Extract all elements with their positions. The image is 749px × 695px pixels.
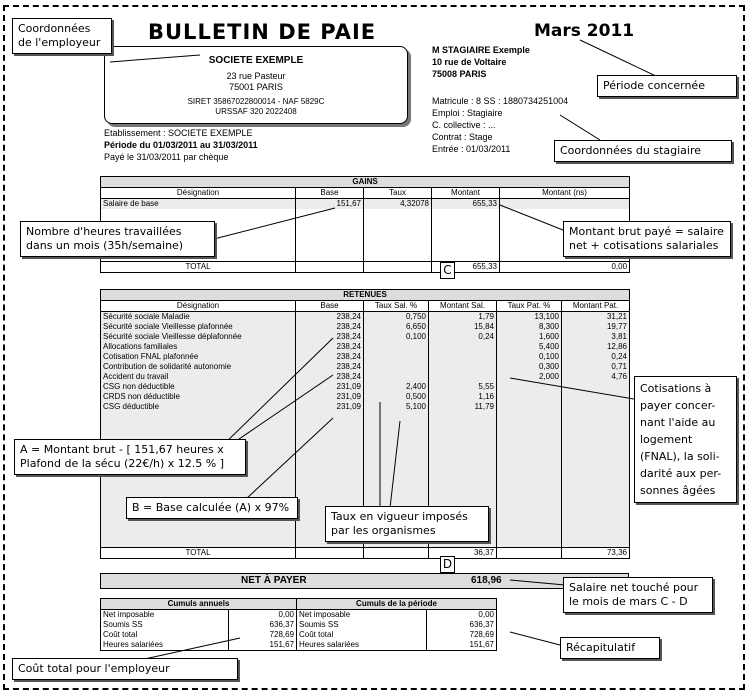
- employee-name: M STAGIAIRE Exemple: [432, 45, 530, 55]
- cumuls-annuels-table: [100, 598, 297, 651]
- letter-d-marker: D: [440, 556, 455, 573]
- gains-ns: [500, 199, 630, 210]
- callout-taux: Taux en vigueur imposés par les organismes: [325, 506, 489, 542]
- cumuls_annuels-cell: 151,67: [229, 640, 297, 651]
- employee-info-block: [432, 95, 568, 155]
- establishment-block: [104, 127, 258, 163]
- retenues-cell-ts: 2,400: [364, 382, 429, 392]
- retenues-col-taux-sal: Taux Sal. %: [364, 301, 429, 312]
- retenues-cell-b: 238,24: [296, 362, 364, 372]
- retenues-cell-ms: 1,79: [429, 312, 497, 323]
- gains-col-designation: Désignation: [101, 188, 296, 199]
- retenues-cell-ms: 0,24: [429, 332, 497, 342]
- retenues-cell-ms: [429, 372, 497, 382]
- table-row: [297, 620, 497, 630]
- retenues-cell-ms: [429, 362, 497, 372]
- callout-fnal: Cotisations à payer concer-nant l'aide au logement (FNAL), la soli-darité aux per-sonnes âgées: [634, 376, 737, 503]
- retenues-cell-d: CSG déductible: [101, 402, 296, 412]
- net-label: NET À PAYER: [241, 575, 307, 586]
- retenues-cell-b: 231,09: [296, 382, 364, 392]
- retenues-total-sal: 36,37: [429, 547, 497, 558]
- table-row: [101, 392, 630, 402]
- retenues-cell-mp: [562, 382, 630, 392]
- retenues-cell-d: Contribution de solidarité autonomie: [101, 362, 296, 372]
- table-row: [101, 199, 630, 210]
- table-row: [101, 382, 630, 392]
- employer-box: [104, 46, 408, 124]
- table-row: [101, 630, 297, 640]
- employer-name: SOCIETE EXEMPLE: [208, 55, 304, 66]
- retenues-cell-tp: [497, 392, 562, 402]
- retenues-cell-b: 231,09: [296, 402, 364, 412]
- gains-taux: 4,32078: [364, 199, 432, 210]
- retenues-cell-d: CRDS non déductible: [101, 392, 296, 402]
- callout-recap: Récapitulatif: [560, 637, 660, 659]
- retenues-cell-mp: 0,71: [562, 362, 630, 372]
- retenues-cell-ts: [364, 362, 429, 372]
- retenues-col-montant-pat: Montant Pat.: [562, 301, 630, 312]
- retenues-cell-ms: 15,84: [429, 322, 497, 332]
- cumuls_annuels-cell: 0,00: [229, 610, 297, 621]
- period-month: Mars 2011: [534, 21, 635, 41]
- gains-base: 151,67: [296, 199, 364, 210]
- gains-col-base: Base: [296, 188, 364, 199]
- cumuls_annuels-cell: Soumis SS: [101, 620, 229, 630]
- retenues-cell-b: 231,09: [296, 392, 364, 402]
- retenues-total-pat: 73,36: [562, 547, 630, 558]
- retenues-cell-ts: 5,100: [364, 402, 429, 412]
- retenues-cell-mp: 31,21: [562, 312, 630, 323]
- table-row: [297, 610, 497, 621]
- retenues-cell-mp: 4,76: [562, 372, 630, 382]
- employee-entree: Entrée : 01/03/2011: [432, 144, 511, 154]
- employee-matricule: Matricule : 8 SS : 1880734251004: [432, 96, 569, 106]
- gains-total-montant: 655,33: [432, 261, 500, 272]
- retenues-cell-ms: [429, 342, 497, 352]
- employee-convention: C. collective : ...: [432, 120, 496, 130]
- retenues-title: RETENUES: [101, 290, 630, 301]
- retenues-cell-b: 238,24: [296, 312, 364, 323]
- gains-montant: 655,33: [432, 199, 500, 210]
- callout-brut: Montant brut payé = salaire net + cotisations salariales: [563, 221, 731, 257]
- retenues-cell-ms: 5,55: [429, 382, 497, 392]
- retenues-cell-mp: [562, 392, 630, 402]
- gains-col-taux: Taux: [364, 188, 432, 199]
- table-row: [101, 312, 630, 323]
- retenues-cell-ts: [364, 342, 429, 352]
- retenues-cell-ts: 6,650: [364, 322, 429, 332]
- retenues-cell-ts: 0,750: [364, 312, 429, 323]
- table-row: [101, 342, 630, 352]
- letter-c-marker: C: [440, 262, 455, 279]
- table-row: [101, 352, 630, 362]
- retenues-cell-tp: [497, 382, 562, 392]
- employee-address-block: [432, 44, 530, 80]
- retenues-cell-d: Accident du travail: [101, 372, 296, 382]
- retenues-cell-mp: 0,24: [562, 352, 630, 362]
- retenues-cell-mp: 3,81: [562, 332, 630, 342]
- employer-urssaf: URSSAF 320 2022408: [215, 107, 297, 116]
- gains-title: GAINS: [101, 177, 630, 188]
- employee-address1: 10 rue de Voltaire: [432, 57, 507, 67]
- retenues-cell-d: CSG non déductible: [101, 382, 296, 392]
- cumuls_annuels-cell: Net imposable: [101, 610, 229, 621]
- document-title: BULLETIN DE PAIE: [148, 20, 377, 44]
- employer-address2: 75001 PARIS: [229, 82, 283, 92]
- retenues-cell-mp: 12,86: [562, 342, 630, 352]
- gains-total-ns: 0,00: [500, 261, 630, 272]
- cumuls-periode-table: [296, 598, 497, 651]
- table-row: [297, 640, 497, 651]
- retenues-cell-tp: 2,000: [497, 372, 562, 382]
- cumuls-annuels-title: Cumuls annuels: [101, 599, 297, 610]
- retenues-cell-ms: 1,16: [429, 392, 497, 402]
- employer-address1: 23 rue Pasteur: [226, 71, 286, 81]
- retenues-col-taux-pat: Taux Pat. %: [497, 301, 562, 312]
- table-row: [101, 402, 630, 412]
- retenues-cell-d: Sécurité sociale Vieillesse déplafonnée: [101, 332, 296, 342]
- callout-net: Salaire net touché pour le mois de mars C - D: [563, 577, 713, 613]
- retenues-cell-d: Sécurité sociale Maladie: [101, 312, 296, 323]
- retenues-cell-ms: 11,79: [429, 402, 497, 412]
- retenues-cell-tp: 13,100: [497, 312, 562, 323]
- retenues-cell-b: 238,24: [296, 342, 364, 352]
- period-line: Période du 01/03/2011 au 31/03/2011: [104, 140, 258, 150]
- table-row: [101, 332, 630, 342]
- cumuls_annuels-cell: Heures salariées: [101, 640, 229, 651]
- cumuls_periode-cell: Coût total: [297, 630, 427, 640]
- cumuls_annuels-cell: Coût total: [101, 630, 229, 640]
- cumuls_annuels-cell: 728,69: [229, 630, 297, 640]
- retenues-cell-d: Sécurité sociale Vieillesse plafonnée: [101, 322, 296, 332]
- retenues-cell-tp: [497, 402, 562, 412]
- retenues-cell-mp: 19,77: [562, 322, 630, 332]
- net-a-payer-bar: [100, 573, 629, 589]
- retenues-col-designation: Désignation: [101, 301, 296, 312]
- payment-line: Payé le 31/03/2011 par chèque: [104, 152, 229, 162]
- table-row: [101, 362, 630, 372]
- retenues-cell-ts: 0,100: [364, 332, 429, 342]
- callout-base-b: B = Base calculée (A) x 97%: [126, 497, 298, 519]
- retenues-cell-ts: [364, 372, 429, 382]
- retenues-cell-d: Allocations familiales: [101, 342, 296, 352]
- cumuls_periode-cell: 728,69: [427, 630, 497, 640]
- callout-heures: Nombre d'heures travaillées dans un mois (35h/semaine): [20, 221, 215, 257]
- employee-contrat: Contrat : Stage: [432, 132, 493, 142]
- retenues-col-base: Base: [296, 301, 364, 312]
- retenues-cell-tp: 1,600: [497, 332, 562, 342]
- table-row: [297, 630, 497, 640]
- retenues-cell-b: 238,24: [296, 352, 364, 362]
- retenues-cell-d: Cotisation FNAL plafonnée: [101, 352, 296, 362]
- table-row: [101, 372, 630, 382]
- callout-cout: Coût total pour l'employeur: [12, 658, 238, 680]
- cumuls_periode-cell: 0,00: [427, 610, 497, 621]
- callout-periode: Période concernée: [597, 75, 737, 97]
- retenues-cell-tp: 0,300: [497, 362, 562, 372]
- gains-col-montant: Montant: [432, 188, 500, 199]
- retenues-cell-b: 238,24: [296, 372, 364, 382]
- retenues-total-label: TOTAL: [101, 547, 296, 558]
- retenues-cell-b: 238,24: [296, 332, 364, 342]
- gains-total-label: TOTAL: [101, 261, 296, 272]
- retenues-cell-tp: 0,100: [497, 352, 562, 362]
- cumuls_annuels-cell: 636,37: [229, 620, 297, 630]
- cumuls_periode-cell: Heures salariées: [297, 640, 427, 651]
- table-row: [101, 610, 297, 621]
- employee-address2: 75008 PARIS: [432, 69, 487, 79]
- gains-designation: Salaire de base: [101, 199, 296, 210]
- table-row: [101, 322, 630, 332]
- employee-emploi: Emploi : Stagiaire: [432, 108, 503, 118]
- cumuls_periode-cell: Soumis SS: [297, 620, 427, 630]
- gains-col-montant-ns: Montant (ns): [500, 188, 630, 199]
- retenues-cell-mp: [562, 402, 630, 412]
- retenues-col-montant-sal: Montant Sal.: [429, 301, 497, 312]
- retenues-cell-ts: 0,500: [364, 392, 429, 402]
- callout-montant-a: A = Montant brut - [ 151,67 heures x Plafond de la sécu (22€/h) x 12.5 % ]: [14, 439, 246, 475]
- table-row: [101, 640, 297, 651]
- cumuls_periode-cell: 636,37: [427, 620, 497, 630]
- establishment-line: Etablissement : SOCIETE EXEMPLE: [104, 128, 253, 138]
- retenues-cell-tp: 8,300: [497, 322, 562, 332]
- table-row: [101, 620, 297, 630]
- employer-siret: SIRET 35867022800014 - NAF 5829C: [187, 97, 325, 106]
- retenues-cell-b: 238,24: [296, 322, 364, 332]
- retenues-cell-ms: [429, 352, 497, 362]
- cumuls_periode-cell: Net imposable: [297, 610, 427, 621]
- cumuls-periode-title: Cumuls de la période: [297, 599, 497, 610]
- retenues-cell-ts: [364, 352, 429, 362]
- callout-employeur: Coordonnées de l'employeur: [12, 18, 112, 54]
- net-value: 618,96: [471, 575, 502, 586]
- cumuls_periode-cell: 151,67: [427, 640, 497, 651]
- callout-stagiaire: Coordonnées du stagiaire: [554, 140, 732, 162]
- retenues-cell-tp: 5,400: [497, 342, 562, 352]
